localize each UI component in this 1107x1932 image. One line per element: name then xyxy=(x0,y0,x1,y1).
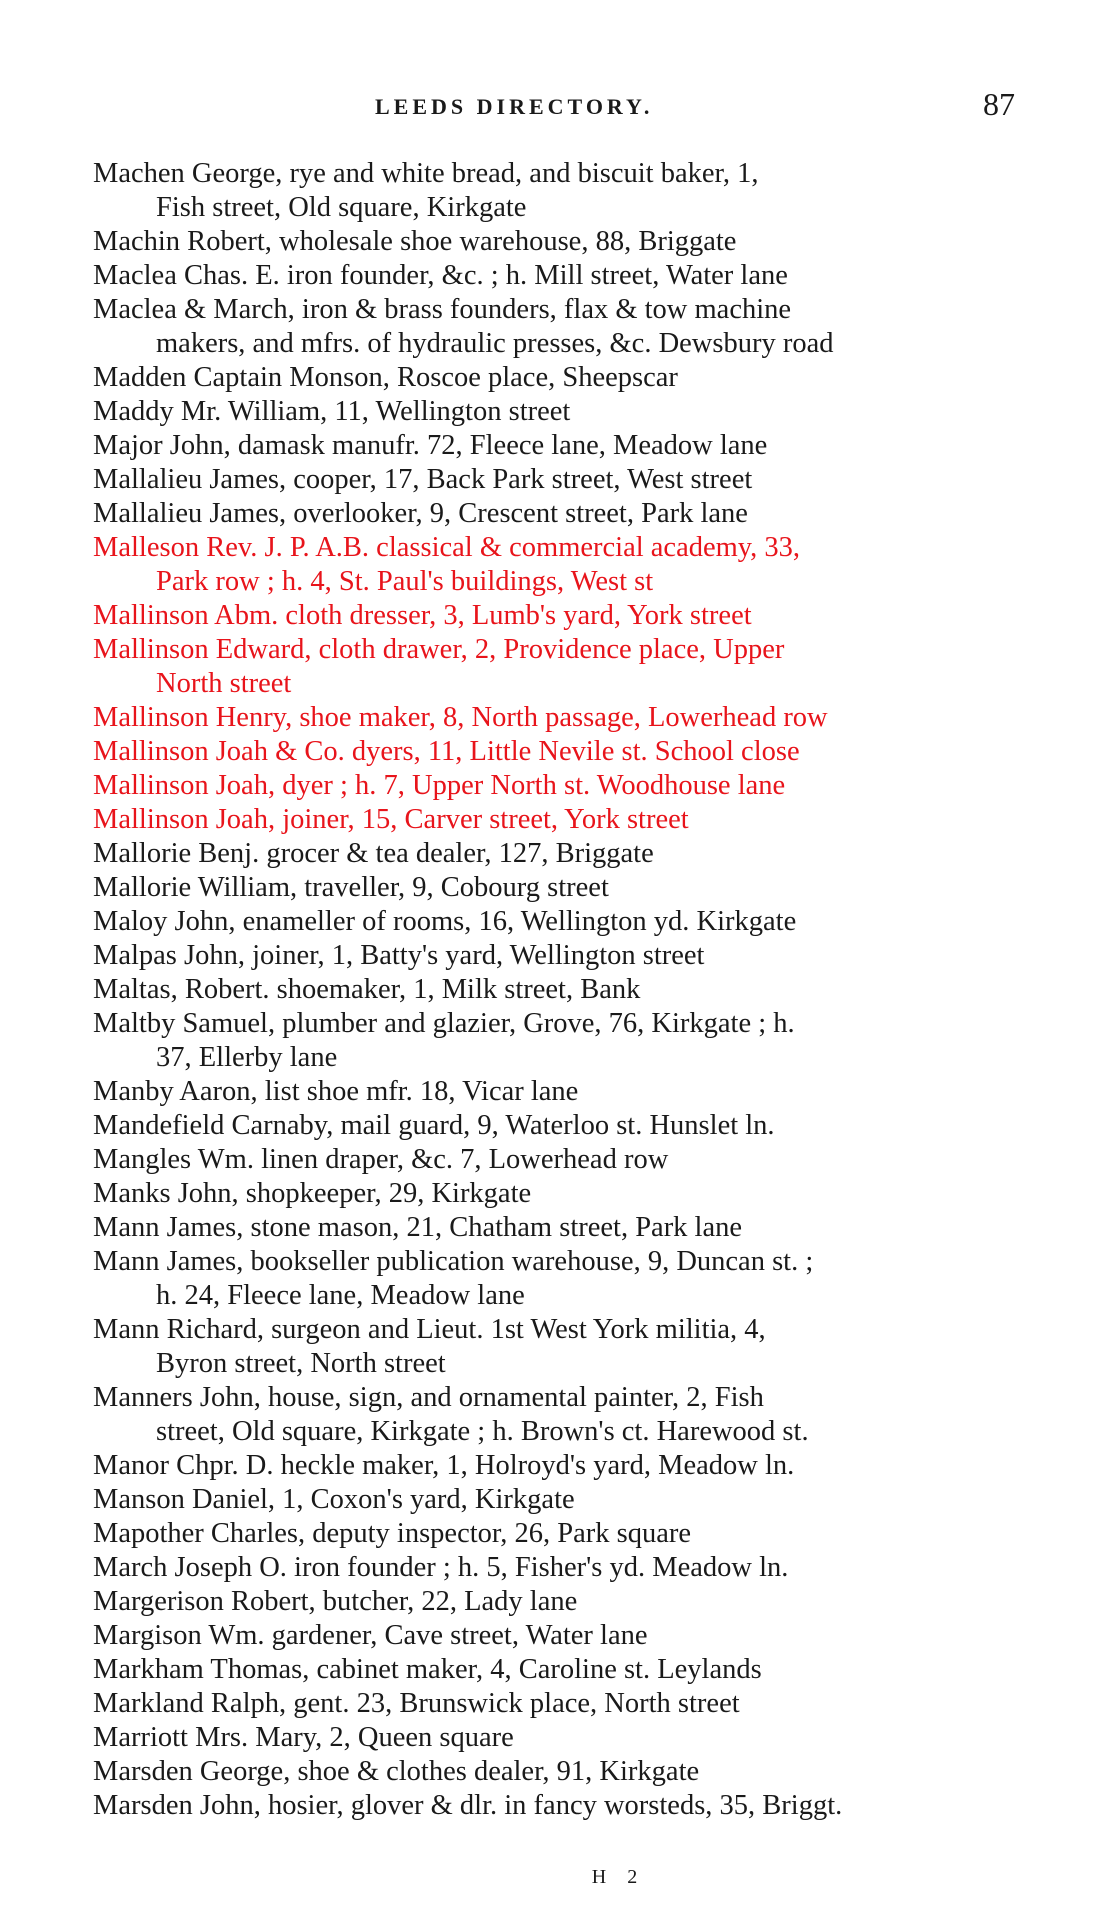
directory-entry-highlighted xyxy=(93,701,1028,735)
entry-line: Markham Thomas, cabinet maker, 4, Caroline st. Leylands xyxy=(93,1654,762,1685)
entry-line: Mann James, bookseller publication warehouse, 9, Duncan st. ; xyxy=(93,1246,814,1277)
directory-entry xyxy=(93,871,1028,905)
entry-line: Mallorie William, traveller, 9, Cobourg street xyxy=(93,872,609,903)
entry-line: Manson Daniel, 1, Coxon's yard, Kirkgate xyxy=(93,1484,575,1515)
entry-line: Markland Ralph, gent. 23, Brunswick place, North street xyxy=(93,1688,740,1719)
entry-line: March Joseph O. iron founder ; h. 5, Fisher's yd. Meadow ln. xyxy=(93,1552,789,1583)
entry-line: Mapother Charles, deputy inspector, 26, Park square xyxy=(93,1518,691,1549)
entry-line: Maclea & March, iron & brass founders, flax & tow machine xyxy=(93,294,792,325)
entry-line: Manor Chpr. D. heckle maker, 1, Holroyd's yard, Meadow ln. xyxy=(93,1450,795,1481)
directory-entry xyxy=(93,361,1028,395)
directory-entry xyxy=(93,1143,1028,1177)
directory-entry xyxy=(93,259,1028,293)
entry-line: Malleson Rev. J. P. A.B. classical & commercial academy, 33, xyxy=(93,532,801,563)
directory-entry xyxy=(93,1449,1028,1483)
entry-line: Marsden George, shoe & clothes dealer, 91, Kirkgate xyxy=(93,1756,700,1787)
directory-entries xyxy=(93,157,1028,1823)
entry-line: Malpas John, joiner, 1, Batty's yard, Wellington street xyxy=(93,940,705,971)
directory-entry xyxy=(93,395,1028,429)
entry-line: Mallinson Joah & Co. dyers, 11, Little Nevile st. School close xyxy=(93,736,800,767)
directory-entry xyxy=(93,463,1028,497)
entry-line: Maltby Samuel, plumber and glazier, Grove, 76, Kirkgate ; h. xyxy=(93,1008,795,1039)
directory-entry xyxy=(93,1755,1028,1789)
page-footer xyxy=(0,1866,1107,1889)
directory-entry xyxy=(93,1721,1028,1755)
entry-line: Mallorie Benj. grocer & tea dealer, 127, Briggate xyxy=(93,838,654,869)
entry-continuation-line: street, Old square, Kirkgate ; h. Brown's ct. Harewood st. xyxy=(156,1416,809,1447)
entry-line: Maddy Mr. William, 11, Wellington street xyxy=(93,396,571,427)
entry-line: Mann Richard, surgeon and Lieut. 1st West York militia, 4, xyxy=(93,1314,766,1345)
directory-entry xyxy=(93,1687,1028,1721)
directory-entry xyxy=(93,1551,1028,1585)
entry-line: Mallinson Henry, shoe maker, 8, North passage, Lowerhead row xyxy=(93,702,828,733)
entry-line: Manners John, house, sign, and ornamental painter, 2, Fish xyxy=(93,1382,764,1413)
directory-entry xyxy=(93,1653,1028,1687)
entry-line: Mallinson Edward, cloth drawer, 2, Providence place, Upper xyxy=(93,634,785,665)
entry-line: Margerison Robert, butcher, 22, Lady lane xyxy=(93,1586,578,1617)
directory-entry xyxy=(93,1789,1028,1823)
directory-entry xyxy=(93,905,1028,939)
directory-entry xyxy=(93,1109,1028,1143)
entry-line: Madden Captain Monson, Roscoe place, Sheepscar xyxy=(93,362,678,393)
entry-line: Mallalieu James, overlooker, 9, Crescent street, Park lane xyxy=(93,498,748,529)
directory-entry xyxy=(93,973,1028,1007)
entry-continuation-line: Fish street, Old square, Kirkgate xyxy=(156,192,527,223)
entry-line: Manks John, shopkeeper, 29, Kirkgate xyxy=(93,1178,532,1209)
entry-line: Mallinson Joah, joiner, 15, Carver street, York street xyxy=(93,804,689,835)
directory-entry-highlighted xyxy=(93,633,1028,701)
directory-entry-highlighted xyxy=(93,599,1028,633)
directory-entry xyxy=(93,1007,1028,1075)
entry-line: Margison Wm. gardener, Cave street, Water lane xyxy=(93,1620,648,1651)
directory-entry xyxy=(93,293,1028,361)
entry-line: Major John, damask manufr. 72, Fleece lane, Meadow lane xyxy=(93,430,768,461)
entry-line: Marriott Mrs. Mary, 2, Queen square xyxy=(93,1722,514,1753)
directory-entry xyxy=(93,497,1028,531)
entry-line: Mann James, stone mason, 21, Chatham street, Park lane xyxy=(93,1212,743,1243)
entry-line: Maltas, Robert. shoemaker, 1, Milk street, Bank xyxy=(93,974,641,1005)
entry-continuation-line: h. 24, Fleece lane, Meadow lane xyxy=(156,1280,525,1311)
directory-entry xyxy=(93,1211,1028,1245)
entry-continuation-line: makers, and mfrs. of hydraulic presses, &c. Dewsbury road xyxy=(156,328,834,359)
directory-entry xyxy=(93,1517,1028,1551)
directory-entry-highlighted xyxy=(93,531,1028,599)
entry-line: Maloy John, enameller of rooms, 16, Wellington yd. Kirkgate xyxy=(93,906,797,937)
directory-entry xyxy=(93,1313,1028,1381)
entry-line: Mandefield Carnaby, mail guard, 9, Waterloo st. Hunslet ln. xyxy=(93,1110,775,1141)
directory-entry-highlighted xyxy=(93,769,1028,803)
directory-entry xyxy=(93,1177,1028,1211)
entry-continuation-line: Byron street, North street xyxy=(156,1348,446,1379)
entry-continuation-line: North street xyxy=(156,668,292,699)
entry-line: Mallalieu James, cooper, 17, Back Park street, West street xyxy=(93,464,753,495)
directory-entry xyxy=(93,1245,1028,1313)
page-header xyxy=(0,86,1107,126)
page-number: 87 xyxy=(983,86,1015,122)
entry-line: Maclea Chas. E. iron founder, &c. ; h. Mill street, Water lane xyxy=(93,260,788,291)
running-title: LEEDS DIRECTORY. xyxy=(375,94,654,119)
directory-entry xyxy=(93,429,1028,463)
entry-line: Machin Robert, wholesale shoe warehouse, 88, Briggate xyxy=(93,226,737,257)
entry-line: Mangles Wm. linen draper, &c. 7, Lowerhead row xyxy=(93,1144,669,1175)
directory-entry-highlighted xyxy=(93,803,1028,837)
directory-entry xyxy=(93,1585,1028,1619)
entry-line: Mallinson Joah, dyer ; h. 7, Upper North st. Woodhouse lane xyxy=(93,770,786,801)
entry-line: Mallinson Abm. cloth dresser, 3, Lumb's yard, York street xyxy=(93,600,752,631)
entry-continuation-line: 37, Ellerby lane xyxy=(156,1042,338,1073)
signature-mark: H 2 xyxy=(591,1866,646,1888)
directory-entry xyxy=(93,1075,1028,1109)
directory-entry xyxy=(93,837,1028,871)
directory-entry xyxy=(93,1619,1028,1653)
entry-line: Machen George, rye and white bread, and biscuit baker, 1, xyxy=(93,158,759,189)
entry-line: Manby Aaron, list shoe mfr. 18, Vicar lane xyxy=(93,1076,579,1107)
directory-entry xyxy=(93,1483,1028,1517)
directory-entry xyxy=(93,939,1028,973)
directory-entry-highlighted xyxy=(93,735,1028,769)
directory-entry xyxy=(93,225,1028,259)
directory-entry xyxy=(93,1381,1028,1449)
entry-line: Marsden John, hosier, glover & dlr. in fancy worsteds, 35, Briggt. xyxy=(93,1790,843,1821)
directory-entry xyxy=(93,157,1028,225)
entry-continuation-line: Park row ; h. 4, St. Paul's buildings, West st xyxy=(156,566,654,597)
